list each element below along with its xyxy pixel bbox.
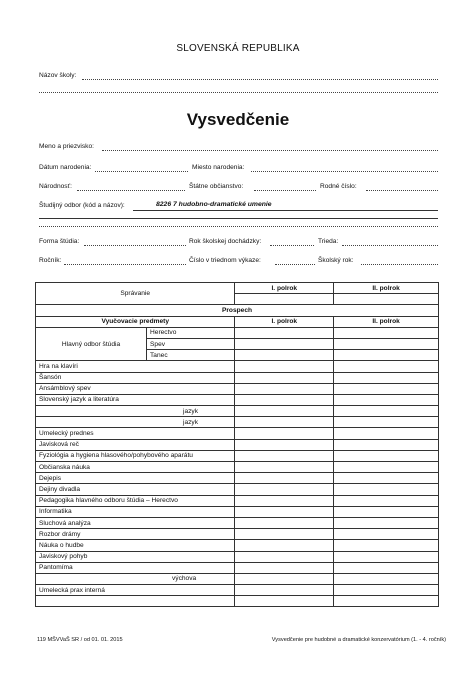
study-field-line-2[interactable] (39, 218, 438, 219)
subject-label: Náuka o hudbe (36, 540, 235, 551)
term1-header: I. polrok (235, 316, 334, 327)
subject-label: Dejepis (36, 473, 235, 484)
grade-cell[interactable] (334, 495, 439, 506)
table-row (36, 417, 439, 428)
grade-cell[interactable] (235, 372, 334, 383)
birth-place-label: Miesto narodenia: (192, 164, 245, 171)
table-row (36, 596, 439, 607)
grade-cell[interactable] (334, 394, 439, 405)
name-field[interactable] (102, 150, 438, 151)
behavior-term2-cell[interactable] (334, 294, 439, 305)
nationality-field[interactable] (77, 190, 185, 191)
grade-cell[interactable] (334, 450, 439, 461)
main-field-label: Hlavný odbor štúdia (36, 327, 147, 361)
subject-label: Umelecký prednes (36, 428, 235, 439)
attendance-year-field[interactable] (270, 245, 314, 246)
grade-cell[interactable] (235, 383, 334, 394)
grade-cell[interactable] (334, 462, 439, 473)
grade-cell[interactable] (235, 361, 334, 372)
study-field-line[interactable] (133, 210, 438, 211)
subject-label: jazyk (36, 417, 235, 428)
grade-cell[interactable] (334, 506, 439, 517)
grade-field[interactable] (64, 264, 186, 265)
blank-subject-cell[interactable] (36, 596, 235, 607)
table-row (36, 383, 439, 394)
grade-cell[interactable] (334, 585, 439, 596)
school-name-label: Názov školy: (39, 72, 77, 79)
grade-cell[interactable] (334, 327, 439, 338)
register-number-label: Číslo v triednom výkaze: (189, 257, 261, 264)
table-row (36, 450, 439, 461)
table-row (36, 283, 439, 294)
grade-cell[interactable] (235, 327, 334, 338)
behavior-term1-cell[interactable] (235, 294, 334, 305)
main-sub-label: Herectvo (147, 327, 235, 338)
school-year-field[interactable] (361, 264, 438, 265)
grade-cell[interactable] (235, 462, 334, 473)
table-row (36, 506, 439, 517)
table-row (36, 529, 439, 540)
subject-label: Informatika (36, 506, 235, 517)
nationality-label: Národnosť: (39, 183, 72, 190)
table-row (36, 585, 439, 596)
birth-number-label: Rodné číslo: (320, 183, 357, 190)
table-row (36, 316, 439, 327)
grade-cell[interactable] (235, 495, 334, 506)
grade-label: Ročník: (39, 257, 62, 264)
main-sub-label: Spev (147, 338, 235, 349)
grade-cell[interactable] (334, 484, 439, 495)
table-row (36, 484, 439, 495)
table-row (36, 562, 439, 573)
grade-cell[interactable] (334, 529, 439, 540)
grade-cell[interactable] (235, 506, 334, 517)
table-row (36, 428, 439, 439)
grade-cell[interactable] (235, 573, 334, 584)
subject-label: Slovenský jazyk a literatúra (36, 394, 235, 405)
grade-cell[interactable] (235, 350, 334, 361)
class-field[interactable] (342, 245, 438, 246)
table-row (36, 540, 439, 551)
grade-cell[interactable] (235, 540, 334, 551)
table-row (36, 406, 439, 417)
subject-label: Pedagogika hlavného odboru štúdia – Herectvo (36, 495, 235, 506)
subject-label: jazyk (36, 406, 235, 417)
progress-header: Prospech (36, 305, 439, 316)
grade-cell[interactable] (235, 596, 334, 607)
footer-form-code: 119 MŠVVaŠ SR / od 01. 01. 2015 (37, 637, 123, 643)
grade-cell[interactable] (235, 406, 334, 417)
table-row (36, 361, 439, 372)
country-header: SLOVENSKÁ REPUBLIKA (176, 43, 300, 54)
grades-table (35, 282, 439, 607)
grade-cell[interactable] (334, 551, 439, 562)
citizenship-label: Štátne občianstvo: (189, 183, 244, 190)
subject-label: Sluchová analýza (36, 517, 235, 528)
grade-cell[interactable] (235, 517, 334, 528)
grade-cell[interactable] (334, 517, 439, 528)
table-row (36, 551, 439, 562)
study-form-field[interactable] (84, 245, 186, 246)
subject-label: Fyziológia a hygiena hlasového/pohybového aparátu (36, 450, 235, 461)
grade-cell[interactable] (334, 540, 439, 551)
grade-cell[interactable] (334, 417, 439, 428)
grade-cell[interactable] (334, 596, 439, 607)
grade-cell[interactable] (235, 428, 334, 439)
study-field-label: Študijný odbor (kód a názov): (39, 202, 125, 209)
grade-cell[interactable] (235, 551, 334, 562)
grade-cell[interactable] (334, 350, 439, 361)
grade-cell[interactable] (235, 484, 334, 495)
grade-cell[interactable] (235, 439, 334, 450)
grade-cell[interactable] (334, 383, 439, 394)
page-title: Vysvedčenie (186, 110, 290, 129)
birth-date-label: Dátum narodenia: (39, 164, 92, 171)
grade-cell[interactable] (334, 338, 439, 349)
name-label: Meno a priezvisko: (39, 143, 94, 150)
grade-cell[interactable] (235, 450, 334, 461)
main-sub-label: Tanec (147, 350, 235, 361)
table-row (36, 305, 439, 316)
footer-form-title: Vysvedčenie pre hudobné a dramatické konzervatórium (1. - 4. ročník) (271, 637, 446, 643)
subject-label: Javisková reč (36, 439, 235, 450)
grade-cell[interactable] (235, 562, 334, 573)
table-row (36, 439, 439, 450)
subject-label: Dejiny divadla (36, 484, 235, 495)
study-form-label: Forma štúdia: (39, 238, 80, 245)
grade-cell[interactable] (235, 585, 334, 596)
birth-place-field[interactable] (251, 171, 438, 172)
table-row (36, 517, 439, 528)
table-row (36, 495, 439, 506)
school-name-line[interactable] (82, 79, 438, 80)
behavior-label: Správanie (36, 283, 235, 305)
subject-label: Šansón (36, 372, 235, 383)
grade-cell[interactable] (235, 473, 334, 484)
birth-number-field[interactable] (366, 190, 438, 191)
grade-cell[interactable] (235, 529, 334, 540)
subject-label: Umelecká prax interná (36, 585, 235, 596)
subject-label: Ansámblový spev (36, 383, 235, 394)
table-row (36, 473, 439, 484)
subject-label: výchova (36, 573, 235, 584)
grade-cell[interactable] (334, 361, 439, 372)
term2-header: II. polrok (334, 283, 439, 294)
subjects-header: Vyučovacie predmety (36, 316, 235, 327)
school-year-label: Školský rok: (318, 257, 354, 264)
grade-cell[interactable] (235, 394, 334, 405)
study-field-line-3[interactable] (39, 226, 438, 227)
register-number-field[interactable] (275, 264, 315, 265)
table-row (36, 573, 439, 584)
term1-header: I. polrok (235, 283, 334, 294)
subject-label: Javiskový pohyb (36, 551, 235, 562)
grade-cell[interactable] (334, 573, 439, 584)
school-name-line-2[interactable] (39, 92, 438, 93)
grade-cell[interactable] (235, 338, 334, 349)
attendance-year-label: Rok školskej dochádzky: (189, 238, 262, 245)
grade-cell[interactable] (334, 562, 439, 573)
grade-cell[interactable] (334, 372, 439, 383)
citizenship-field[interactable] (254, 190, 316, 191)
table-row (36, 394, 439, 405)
grade-cell[interactable] (334, 406, 439, 417)
grade-cell[interactable] (235, 417, 334, 428)
table-row (36, 372, 439, 383)
table-row (36, 462, 439, 473)
table-row (36, 327, 439, 338)
subject-label: Rozbor drámy (36, 529, 235, 540)
class-label: Trieda: (318, 238, 339, 245)
birth-date-field[interactable] (95, 171, 188, 172)
subject-label: Hra na klavíri (36, 361, 235, 372)
subject-label: Občianska náuka (36, 462, 235, 473)
grade-cell[interactable] (334, 439, 439, 450)
subject-label: Pantomíma (36, 562, 235, 573)
study-field-value: 8226 7 hudobno-dramatické umenie (156, 201, 272, 208)
grade-cell[interactable] (334, 473, 439, 484)
term2-header: II. polrok (334, 316, 439, 327)
grade-cell[interactable] (334, 428, 439, 439)
